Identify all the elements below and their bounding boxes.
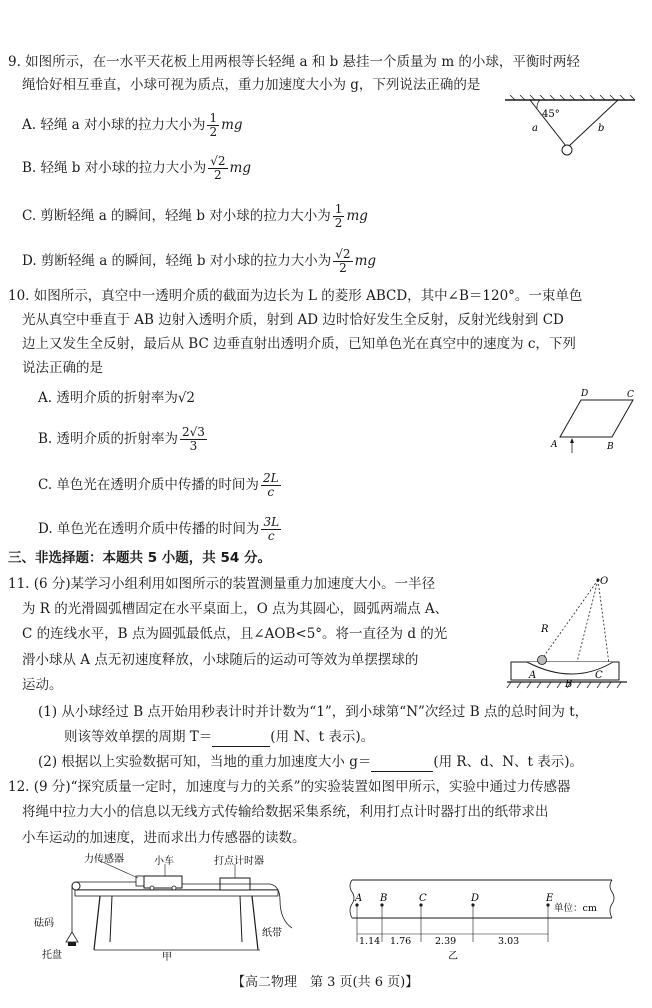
q11-answer-blank-1[interactable]	[212, 728, 270, 747]
q10-option-d: D. 单色光在透明介质中传播的时间为 $\frac{3L}{c}$	[38, 515, 280, 543]
q10-line4: 说法正确的是	[22, 360, 103, 376]
q9-option-b: B. 轻绳 b 对小球的拉力大小为 $\frac{√2}{2}$ mg	[22, 154, 251, 182]
q11-sub1-line2: 则该等效单摆的周期 T＝ (用 N、t 表示)。	[64, 729, 375, 745]
q12-point-d: D	[471, 893, 480, 904]
q12-line1: 12. (9 分)“探究质量一定时，加速度与力的关系”的实验装置如图甲所示，实验中通过力传感器	[8, 779, 571, 795]
q12-gap-de: 3.03	[498, 936, 520, 947]
q11-label-r: R	[541, 624, 549, 635]
q9-line1: 9. 如图所示，在一水平天花板上用两根等长轻绳 a 和 b 悬挂一个质量为 m 的小球，平衡时两轻	[8, 54, 580, 70]
q11-sub2: (2) 根据以上实验数据可知，当地的重力加速度大小 g＝ (用 R、d、N、t 表示)。	[38, 754, 584, 770]
q11-answer-blank-2[interactable]	[371, 753, 433, 772]
q9-angle-label: 45°	[542, 109, 560, 120]
q12-caption-jia: 甲	[162, 952, 172, 962]
q11-line1: 11. (6 分)某学习小组利用如图所示的装置测量重力加速度大小。一半径	[8, 576, 436, 592]
q12-label-tape: 纸带	[262, 928, 282, 939]
q11-figure	[505, 574, 630, 692]
q11-line5: 运动。	[22, 677, 63, 693]
q12-label-sensor: 力传感器	[84, 854, 124, 865]
q10-figure	[545, 385, 640, 460]
q12-label-weight: 砝码	[34, 918, 54, 929]
page-footer: 【高二物理 第 3 页(共 6 页)】	[232, 975, 419, 990]
q12-label-cart: 小车	[154, 856, 174, 867]
q12-point-e: E	[546, 893, 554, 904]
section3-heading: 三、非选择题：本题共 5 小题，共 54 分。	[8, 550, 271, 566]
q12-line2: 将绳中拉力大小的信息以无线方式传输给数据采集系统，利用打点计时器打出的纸带求出	[22, 804, 549, 820]
q12-label-tray: 托盘	[42, 950, 62, 961]
q10-label-c: C	[627, 390, 634, 400]
q9-option-d: D. 剪断轻绳 a 的瞬间，轻绳 b 对小球的拉力大小为 $\frac{√2}{2}$ mg	[22, 247, 377, 275]
q12-point-a: A	[355, 893, 363, 904]
q10-line3: 边上又发生全反射，最后从 BC 边垂直射出透明介质，已知单色光在真空中的速度为 c，下列	[22, 336, 576, 352]
q10-option-c: C. 单色光在透明介质中传播的时间为 $\frac{2L}{c}$	[38, 471, 279, 499]
q10-option-b: B. 透明介质的折射率为 $\frac{2√3}{3}$	[38, 425, 205, 453]
q11-label-a: A	[529, 670, 537, 681]
q10-label-a: A	[551, 440, 558, 450]
q9-rope-b-label: b	[598, 123, 605, 134]
q11-line4: 滑小球从 A 点无初速度释放，小球随后的运动可等效为单摆摆球的	[22, 652, 419, 668]
q9-figure	[500, 95, 640, 165]
q12-caption-yi: 乙	[448, 951, 458, 962]
q12-point-c: C	[419, 893, 427, 904]
q10-label-d: D	[581, 389, 589, 399]
q11-line3: C 的连线水平，B 点为圆弧最低点，且∠AOB<5°。将一直径为 d 的光	[22, 626, 448, 642]
q12-point-b: B	[380, 893, 388, 904]
q10-line1: 10. 如图所示，真空中一透明介质的截面为边长为 L 的菱形 ABCD，其中∠B＝120°。一束单色	[8, 288, 583, 304]
q12-figure-jia	[30, 850, 300, 962]
q9-option-c: C. 剪断轻绳 a 的瞬间，轻绳 b 对小球的拉力大小为 $\frac{1}{2}$ mg	[22, 202, 368, 230]
q12-line3: 小车运动的加速度，进而求出力传感器的读数。	[22, 830, 306, 846]
q10-line2: 光从真空中垂直于 AB 边射入透明介质，射到 AD 边时恰好发生全反射，反射光线射到 CD	[22, 312, 564, 328]
q9-rope-a-label: a	[532, 123, 538, 134]
q12-figure-yi	[320, 862, 625, 962]
q12-label-timer: 打点计时器	[214, 856, 264, 867]
q11-sub1-line1: (1) 从小球经过 B 点开始用秒表计时并计数为“1”，到小球第“N”次经过 B 点的总时间为 t，	[38, 704, 589, 720]
q10-label-b: B	[607, 442, 614, 452]
q9-option-a: A. 轻绳 a 对小球的拉力大小为 $\frac{1}{2}$ mg	[22, 111, 243, 139]
q11-line2: 为 R 的光滑圆弧槽固定在水平桌面上，O 点为其圆心，圆弧两端点 A、	[22, 601, 449, 617]
q11-label-c: C	[595, 670, 603, 681]
q10-option-a: A. 透明介质的折射率为√2	[38, 390, 196, 406]
q12-gap-cd: 2.39	[435, 936, 457, 947]
q9-line2: 绳恰好相互垂直，小球可视为质点，重力加速度大小为 g，下列说法正确的是	[22, 77, 481, 93]
q12-gap-ab: 1.14	[359, 936, 381, 947]
q12-gap-bc: 1.76	[390, 936, 412, 947]
q11-label-b: B	[565, 679, 573, 690]
q11-label-o: O	[600, 576, 609, 587]
q12-unit-label: 单位：cm	[554, 903, 597, 914]
